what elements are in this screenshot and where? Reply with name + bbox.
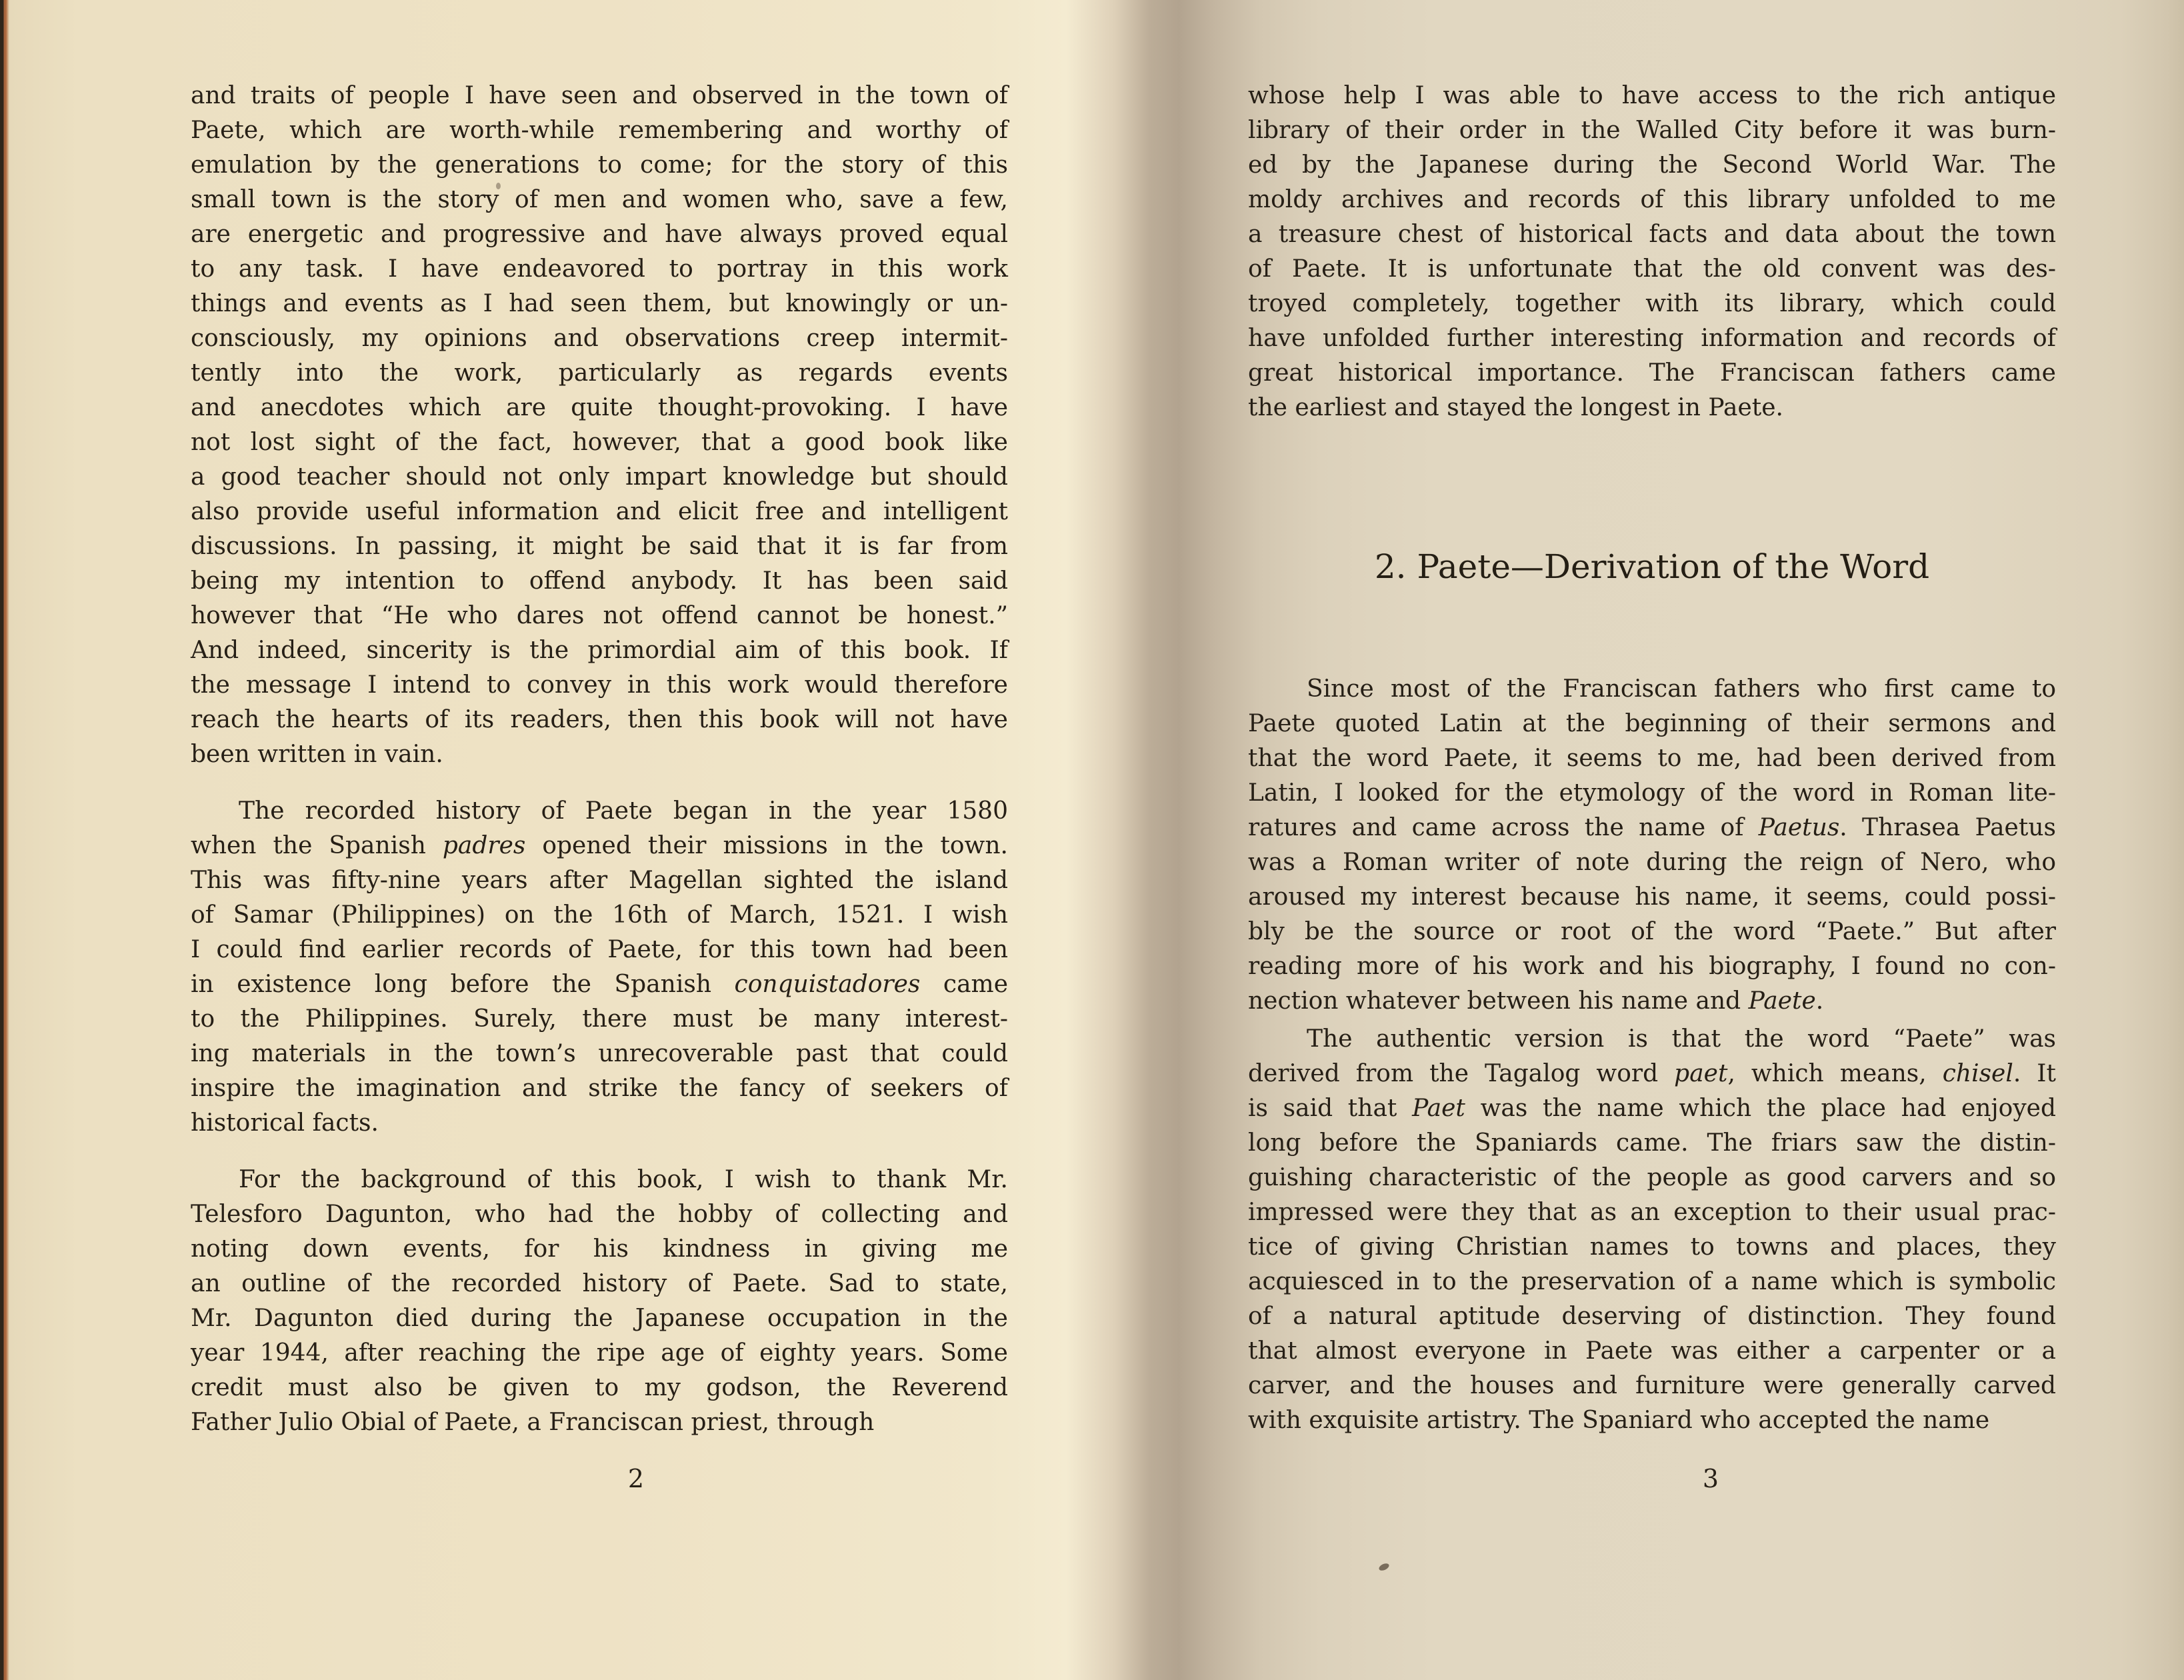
text-line: in existence long before the Spanish conquistadores came — [191, 971, 1008, 998]
right-page-text-column — [1248, 79, 2056, 1438]
text-line: impressed were they that as an exception to their usual prac- — [1248, 1199, 2056, 1226]
text-line: ed by the Japanese during the Second World War. The — [1248, 151, 2056, 179]
text-line: of Paete. It is unfortunate that the old convent was des- — [1248, 255, 2056, 283]
text-line: nection whatever between his name and Paete. — [1248, 987, 1824, 1015]
right-page-section-text — [1248, 672, 2056, 1438]
text-line: Since most of the Franciscan fathers who first came to — [1307, 675, 2056, 703]
scan-speck — [496, 183, 501, 189]
paragraph — [1248, 79, 2056, 425]
text-line: a treasure chest of historical facts and data about the town — [1248, 221, 2056, 248]
text-line: and traits of people I have seen and observed in the town of — [191, 82, 1008, 109]
text-line: inspire the imagination and strike the fancy of seekers of — [191, 1075, 1008, 1102]
text-line: discussions. In passing, it might be said that it is far from — [191, 533, 1008, 560]
text-line: reach the hearts of its readers, then this book will not have — [191, 706, 1008, 733]
text-line: Paete quoted Latin at the beginning of their sermons and — [1248, 710, 2056, 737]
text-line: great historical importance. The Franciscan fathers came — [1248, 359, 2056, 387]
text-line: have unfolded further interesting information and records of — [1248, 325, 2056, 352]
text-line: however that “He who dares not offend cannot be honest.” — [191, 602, 1008, 629]
text-line: historical facts. — [191, 1109, 379, 1137]
paragraph — [1248, 1022, 2056, 1438]
text-line: consciously, my opinions and observations creep intermit- — [191, 325, 1008, 352]
text-line: Father Julio Obial of Paete, a Franciscan priest, through — [191, 1409, 875, 1436]
text-line: The authentic version is that the word “Paete” was — [1307, 1025, 2056, 1053]
text-line: bly be the source or root of the word “Paete.” But after — [1248, 918, 2056, 945]
text-line: Paete, which are worth-while remembering and worthy of — [191, 117, 1008, 144]
text-line: troyed completely, together with its library, which could — [1248, 290, 2056, 317]
text-line: Telesforo Dagunton, who had the hobby of collecting and — [191, 1201, 1008, 1228]
right-page-number: 3 — [1702, 1464, 1719, 1493]
text-line: are energetic and progressive and have always proved equal — [191, 221, 1008, 248]
text-line: Latin, I looked for the etymology of the word in Roman lite- — [1248, 779, 2056, 807]
text-line: the earliest and stayed the longest in Paete. — [1248, 394, 1784, 421]
paragraph — [191, 79, 1008, 772]
text-line: small town is the story of men and women who, save a few, — [191, 186, 1008, 213]
text-line: The recorded history of Paete began in the year 1580 — [239, 797, 1008, 825]
text-line: reading more of his work and his biography, I found no con- — [1248, 953, 2056, 980]
text-line: with exquisite artistry. The Spaniard who accepted the name — [1248, 1407, 1990, 1434]
text-line: ing materials in the town’s unrecoverable past that could — [191, 1040, 1008, 1067]
text-line: And indeed, sincerity is the primordial aim of this book. If — [191, 637, 1008, 664]
text-line: was a Roman writer of note during the reign of Nero, who — [1248, 849, 2056, 876]
text-line: tently into the work, particularly as regards events — [191, 359, 1008, 387]
text-line: of a natural aptitude deserving of distinction. They found — [1248, 1303, 2056, 1330]
text-line: to any task. I have endeavored to portray in this work — [191, 255, 1008, 283]
text-line: library of their order in the Walled City before it was burn- — [1248, 117, 2056, 144]
text-line: derived from the Tagalog word paet, which means, chisel. It — [1248, 1060, 2056, 1087]
text-line: credit must also be given to my godson, the Reverend — [191, 1374, 1008, 1401]
text-line: whose help I was able to have access to the rich antique — [1248, 82, 2056, 109]
text-line: an outline of the recorded history of Paete. Sad to state, — [191, 1270, 1008, 1297]
text-line: long before the Spaniards came. The friars saw the distin- — [1248, 1129, 2056, 1157]
text-line: This was fifty-nine years after Magellan sighted the island — [191, 867, 1008, 894]
paragraph — [1248, 672, 2056, 1019]
text-line: also provide useful information and elicit free and intelligent — [191, 498, 1008, 525]
text-line: is said that Paet was the name which the place had enjoyed — [1248, 1095, 2057, 1122]
text-line: guishing characteristic of the people as good carvers and so — [1248, 1164, 2056, 1191]
text-line: For the background of this book, I wish to thank Mr. — [239, 1166, 1008, 1193]
text-line: emulation by the generations to come; for the story of this — [191, 151, 1008, 179]
paragraph — [191, 794, 1008, 1141]
text-line: to the Philippines. Surely, there must be many interest- — [191, 1005, 1008, 1033]
text-line: ratures and came across the name of Paetus. Thrasea Paetus — [1248, 814, 2056, 841]
text-line: aroused my interest because his name, it seems, could possi- — [1248, 883, 2056, 911]
text-line: when the Spanish padres opened their missions in the town. — [191, 832, 1008, 859]
text-line: of Samar (Philippines) on the 16th of March, 1521. I wish — [191, 901, 1008, 929]
right-page-continuation-text — [1248, 79, 2056, 425]
left-page-text-column — [191, 79, 1008, 1440]
text-line: tice of giving Christian names to towns and places, they — [1248, 1233, 2056, 1261]
paragraph — [191, 1163, 1008, 1440]
text-line: moldy archives and records of this library unfolded to me — [1248, 186, 2056, 213]
text-line: not lost sight of the fact, however, that a good book like — [191, 429, 1008, 456]
text-line: that the word Paete, it seems to me, had been derived from — [1248, 745, 2056, 772]
left-page-number: 2 — [627, 1464, 645, 1493]
section-heading: 2. Paete—Derivation of the Word — [1374, 547, 1930, 586]
text-line: carver, and the houses and furniture were generally carved — [1248, 1372, 2056, 1399]
scan-speck — [1378, 1562, 1390, 1572]
text-line: Mr. Dagunton died during the Japanese occupation in the — [191, 1305, 1008, 1332]
text-line: that almost everyone in Paete was either a carpenter or a — [1248, 1337, 2056, 1365]
text-line: the message I intend to convey in this work would therefore — [191, 671, 1008, 699]
text-line: a good teacher should not only impart knowledge but should — [191, 463, 1008, 491]
text-line: I could find earlier records of Paete, for this town had been — [191, 936, 1008, 963]
text-line: acquiesced in to the preservation of a name which is symbolic — [1248, 1268, 2056, 1295]
text-line: things and events as I had seen them, but knowingly or un- — [191, 290, 1008, 317]
text-line: being my intention to offend anybody. It has been said — [191, 567, 1008, 595]
text-line: year 1944, after reaching the ripe age of eighty years. Some — [191, 1339, 1008, 1367]
text-line: been written in vain. — [191, 741, 443, 768]
text-line: and anecdotes which are quite thought-provoking. I have — [191, 394, 1008, 421]
text-line: noting down events, for his kindness in giving me — [191, 1235, 1008, 1263]
